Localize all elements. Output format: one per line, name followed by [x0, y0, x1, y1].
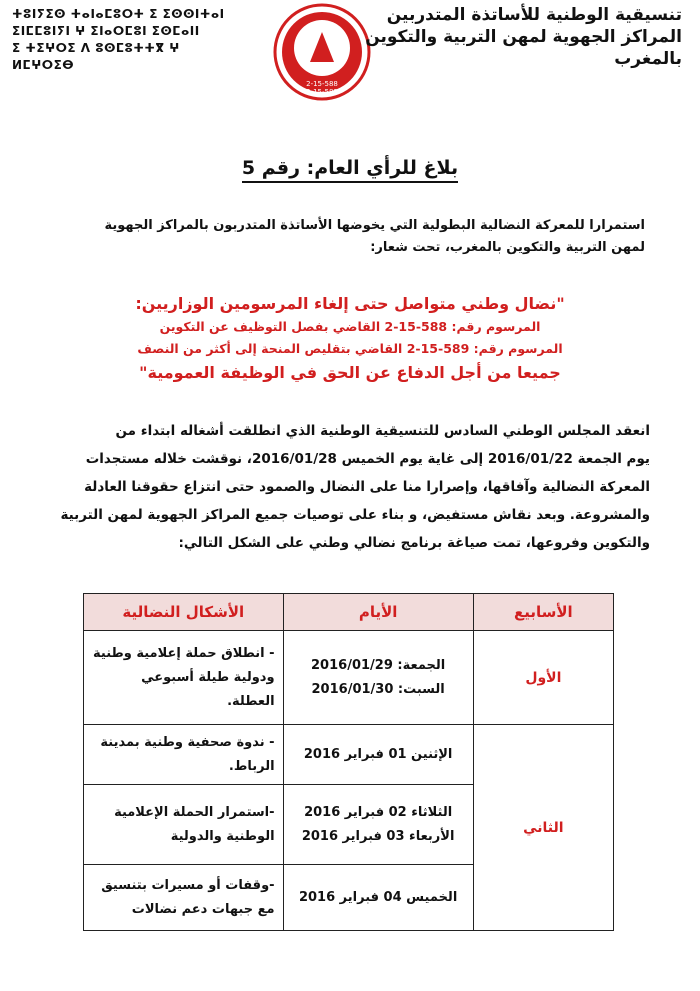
- form-cell: -وقفات أو مسيرات بتنسيق مع جبهات دعم نضالات: [84, 865, 284, 931]
- day-entry: الجمعة: 2016/01/29: [311, 657, 446, 673]
- intro-line: لمهن التربية والتكوين بالمغرب، تحت شعار:: [370, 240, 645, 255]
- logo-code: 2-15-588: [306, 80, 338, 88]
- slogan-line: "نضال وطني متواصل حتى إلغاء المرسومين الوزاريين:: [135, 294, 565, 313]
- header-days: الأيام: [283, 594, 473, 631]
- logo-code: 2-15-589: [306, 88, 338, 96]
- header-line: المراكز الجهوية لمهن التربية والتكوين: [365, 27, 682, 47]
- table-row: [84, 725, 614, 785]
- day-entry: الخميس 04 فبراير 2016: [298, 889, 458, 905]
- header-line: بالمغرب: [614, 49, 682, 69]
- form-cell: - انطلاق حملة إعلامية وطنية ودولية طيلة أسبوعي العطلة.: [84, 631, 284, 725]
- day-entry: السبت: 2016/01/30: [311, 681, 445, 697]
- days-cell: [283, 725, 473, 785]
- week-cell: الثاني: [473, 725, 613, 931]
- day-entry: الثلاثاء 02 فبراير 2016: [304, 804, 453, 820]
- program-table: [83, 593, 614, 931]
- header-line: تنسيقية الوطنية للأساتذة المتدربين: [386, 5, 682, 25]
- days-cell: [283, 865, 473, 931]
- tifinagh-line: ⵜⵓⵏⵢⵉⵙ ⵜⴰⵏⴰⵎⵓⵔⵜ ⵉ ⵉⵙⵙⵏⵜⴰⵏ: [12, 7, 225, 21]
- form-cell: - ندوة صحفية وطنية بمدينة الرباط.: [84, 725, 284, 785]
- day-entry: الأربعاء 03 فبراير 2016: [301, 828, 455, 844]
- form-cell: -استمرار الحملة الإعلامية الوطنية والدولية: [84, 785, 284, 865]
- tifinagh-line: ⵉ ⵜⵉⵖⵔⵉ ⴷ ⵓⵙⵎⵓⵜⵜⴳ ⵖ: [12, 41, 180, 55]
- decree-588: المرسوم رقم: 588-15-2 القاضي بفصل التوظيف عن التكوين: [159, 319, 541, 334]
- header-weeks: الأسابيع: [473, 594, 613, 631]
- tifinagh-header: [12, 6, 267, 74]
- tifinagh-line: ⵍⵎⵖⵔⵉⴱ: [12, 58, 75, 72]
- days-cell: [283, 785, 473, 865]
- tifinagh-line: ⵉⵏⵎⵎⵓⵏⵢⵏ ⵖ ⵉⵏⴰⵔⵎⵓⵏ ⵉⵙⵎⴰⵏⵏ: [12, 24, 200, 38]
- body-paragraph: [50, 417, 650, 557]
- body-line: المعركة النضالية وآفاقها، وإصرارا منا على النضال والصمود حتى انتزاع حقوقنا العادلة: [84, 479, 650, 495]
- decree-589: المرسوم رقم: 589-15-2 القاضي بتقليص المنحة إلى أكثر من النصف: [137, 341, 563, 356]
- arabic-header: [367, 4, 682, 70]
- table-header-row: [84, 594, 614, 631]
- slogan-block: [60, 292, 640, 386]
- body-line: انعقد المجلس الوطني السادس للتنسيقية الوطنية الذي انطلقت أشغاله ابتداء من: [115, 423, 650, 439]
- intro-line: استمرارا للمعركة النضالية البطولية التي يخوضها الأساتذة المتدربون بالمراكز الجهوية: [104, 218, 645, 233]
- body-line: يوم الجمعة 2016/01/22 إلى غاية يوم الخميس 2016/01/28، نوقشت خلاله مستجدات: [85, 451, 650, 467]
- week-cell: الأول: [473, 631, 613, 725]
- days-cell: [283, 631, 473, 725]
- title-text: بلاغ للرأي العام: رقم 5: [242, 157, 458, 183]
- coordination-logo: [272, 2, 372, 102]
- intro-paragraph: [45, 215, 645, 259]
- page-title: [200, 157, 500, 179]
- slogan-line: جميعا من أجل الدفاع عن الحق في الوظيفة العمومية": [139, 363, 561, 382]
- table-row: [84, 631, 614, 725]
- body-line: والتكوين وفروعها، تمت صياغة برنامج نضالي وطني على الشكل التالي:: [178, 535, 650, 551]
- body-line: والمشروعة. وبعد نقاش مستفيض، و بناء على توصيات جميع المراكز الجهوية لمهن التربية: [60, 507, 650, 523]
- header-forms: الأشكال النضالية: [84, 594, 284, 631]
- day-entry: الإثنين 01 فبراير 2016: [303, 746, 453, 762]
